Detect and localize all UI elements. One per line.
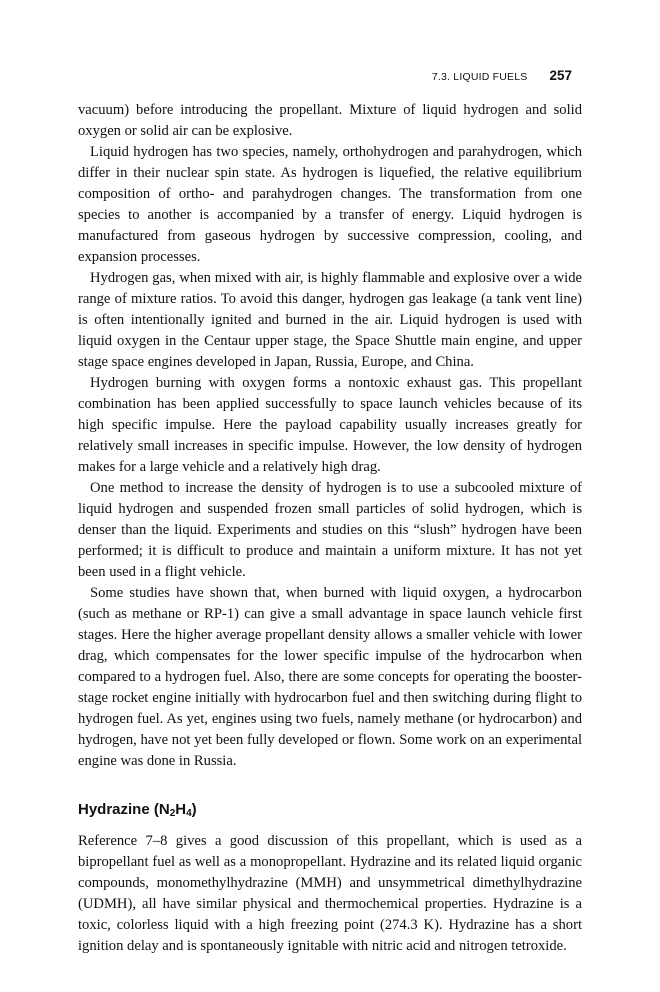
section-label: 7.3. LIQUID FUELS <box>431 71 528 83</box>
paragraph-liquid-hydrogen-species: Liquid hydrogen has two species, namely, orthohydrogen and parahydrogen, which differ in their nuclear spin state. As hydrogen is liquefied, the relative equilibrium composition of ortho- and parahydrogen changes. The transformation from one species to another is accompanied by a transfer of energy. Liquid hydrogen is manufactured from gaseous hydrogen by successive compression, cooling, and expansion processes. <box>78 144 582 265</box>
paragraph-slush-hydrogen: One method to increase the density of hydrogen is to use a subcooled mixture of liquid hydrogen and suspended frozen small particles of solid hydrogen, which is denser than the liquid. Experiments and studies on this “slush” hydrogen have been performed; it is difficult to produce and maintain a uniform mixture. It has not yet been used in a flight vehicle. <box>78 480 582 580</box>
section-heading-hydrazine: Hydrazine $(N_2H_4)$ <box>78 801 197 819</box>
page-number: 257 <box>549 68 572 83</box>
paragraph-hydrocarbon-studies: Some studies have shown that, when burned with liquid oxygen, a hydrocarbon (such as methane or RP-1) can give a small advantage in space launch vehicle first stages. Here the higher average propellant density allows a smaller vehicle with lower drag, which compensates for the lower specific impulse of the hydrocarbon when compared to a hydrogen fuel. Also, there are some concepts for operating the booster-stage rocket engine initially with hydrocarbon fuel and then switching during flight to hydrogen fuel. As yet, engines using two fuels, namely methane (or hydrocarbon) and hydrogen, have not yet been fully developed or flown. Some work on an experimental engine was done in Russia. <box>78 585 582 769</box>
paragraph-hydrogen-flammability: Hydrogen gas, when mixed with air, is highly flammable and explosive over a wide range of mixture ratios. To avoid this danger, hydrogen gas leakage (a tank vent line) is often intentionally ignited and burned in the air. Liquid hydrogen is used with liquid oxygen in the Centaur upper stage, the Space Shuttle main engine, and upper stage space engines developed in Japan, Russia, Europe, and China. <box>78 270 582 370</box>
paragraph-hydrogen-oxygen-combination: Hydrogen burning with oxygen forms a nontoxic exhaust gas. This propellant combination has been applied successfully to space launch vehicles because of its high specific impulse. Here the payload capability usually increases greatly for relatively small increases in specific impulse. However, the low density of hydrogen makes for a large vehicle and a relatively high drag. <box>78 375 582 475</box>
paragraph-hydrazine: Reference 7–8 gives a good discussion of this propellant, which is used as a bipropellant fuel as well as a monopropellant. Hydrazine and its related liquid organic compounds, monomethylhydrazine (MMH) and unsymmetrical dimethylhydrazine (UDMH), all have similar physical and thermochemical properties. Hydrazine is a toxic, colorless liquid with a high freezing point (274.3 K). Hydrazine has a short ignition delay and is spontaneously ignitable with nitric acid and nitrogen tetroxide. <box>78 833 582 954</box>
running-head <box>432 68 572 83</box>
paragraph-continued: vacuum) before introducing the propellant. Mixture of liquid hydrogen and solid oxygen or solid air can be explosive. <box>78 102 582 139</box>
body-text <box>78 100 582 957</box>
